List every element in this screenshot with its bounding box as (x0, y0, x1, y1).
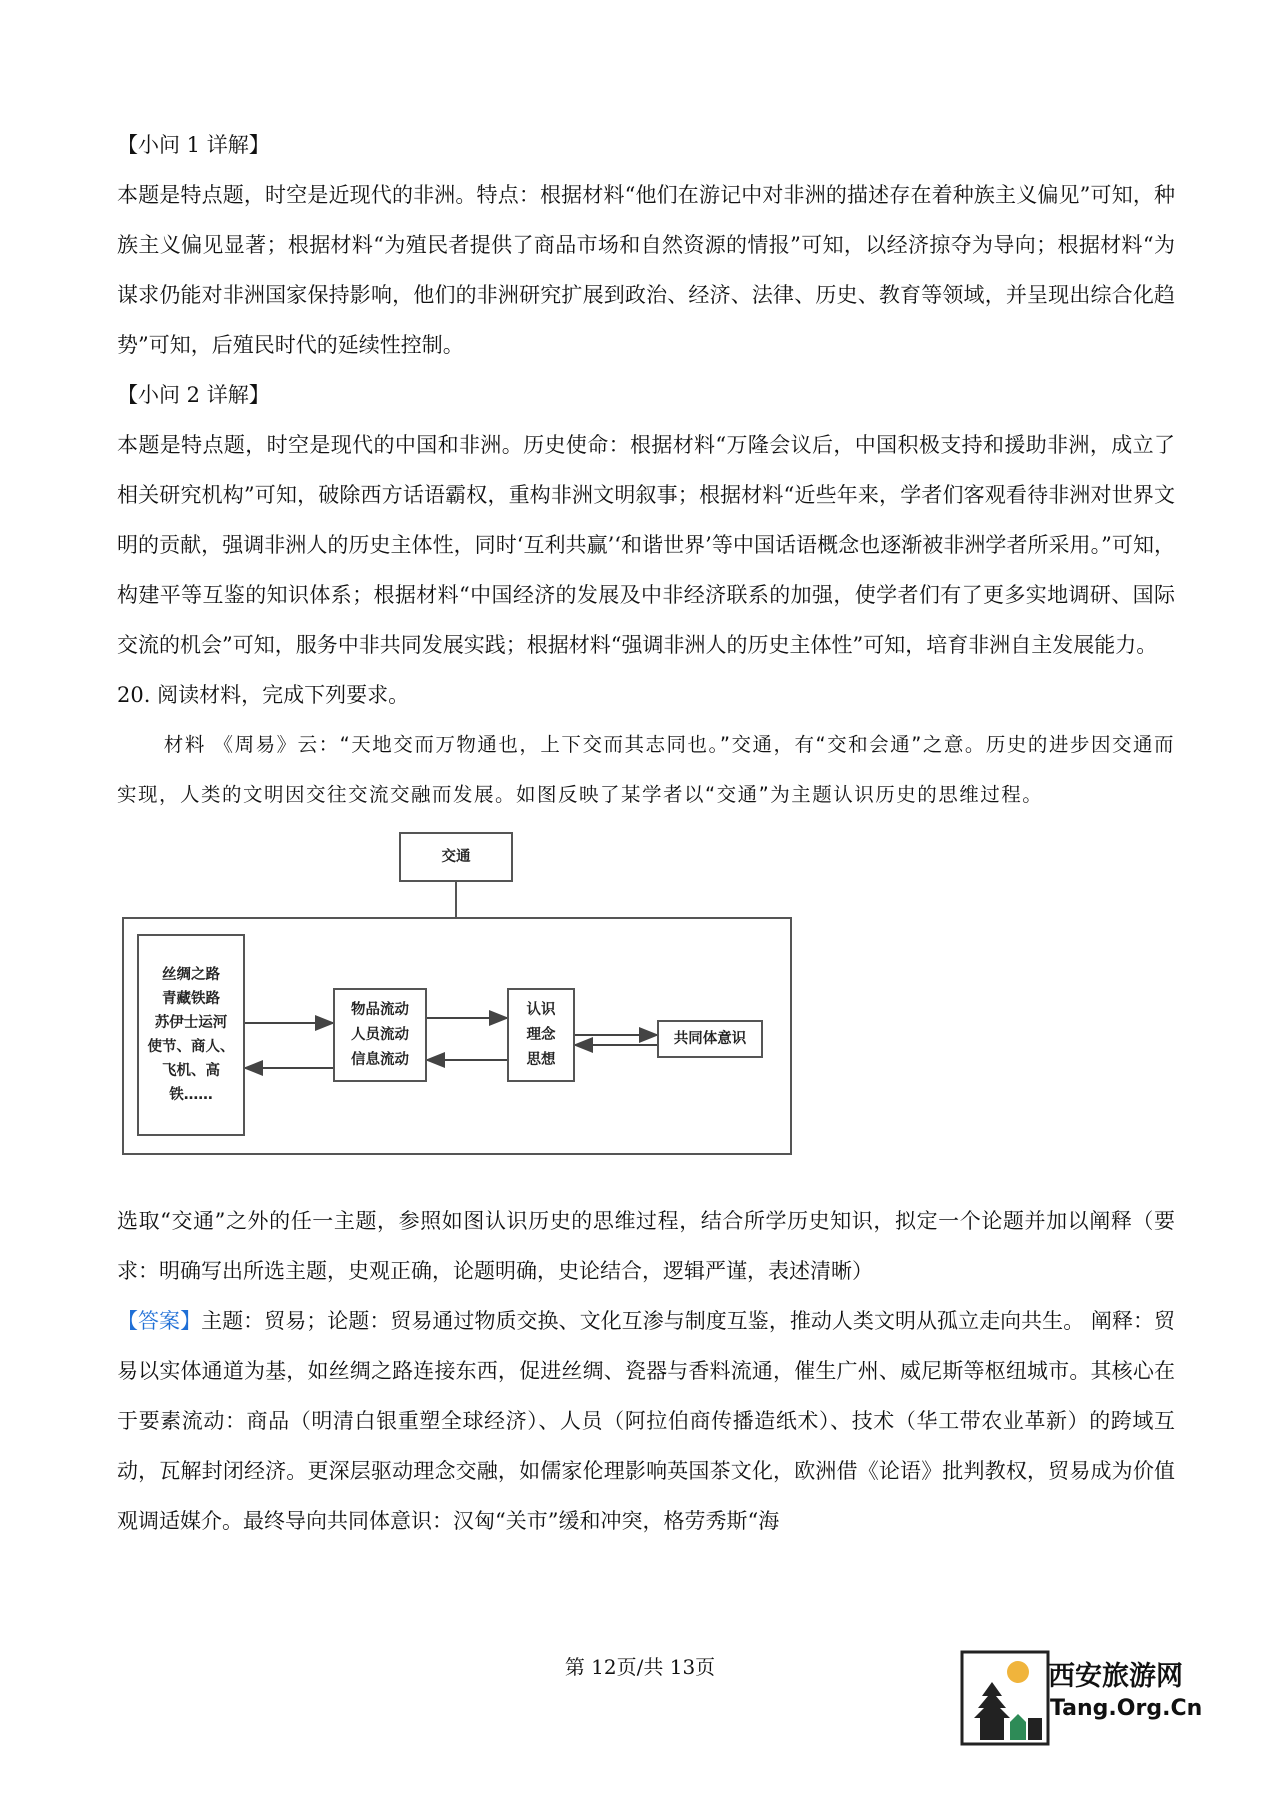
diagram-result-box (657, 1020, 763, 1058)
pagoda-icon (960, 1648, 1050, 1748)
section1-heading: 【小问 1 详解】 (117, 133, 270, 157)
answer-block (117, 1296, 1175, 1546)
diagram-idea: 认识 (526, 1001, 556, 1018)
diagram-ideas-box (507, 988, 575, 1082)
diagram-result-label: 共同体意识 (673, 1030, 747, 1047)
diagram-example: 青藏铁路 (162, 991, 220, 1007)
page-footer: 第 12页/共 13页 (564, 1655, 716, 1679)
thinking-process-diagram (117, 828, 1175, 1190)
watermark-url: Tang.Org.Cn (1050, 1696, 1203, 1721)
diagram-examples-box (137, 934, 245, 1136)
diagram-example: 使节、商人、 (147, 1039, 235, 1055)
question20-material: 材料 《周易》云：“天地交而万物通也，上下交而其志同也。”交通，有“交和会通”之意。历史的进步因交通而实现，人类的文明因交往交流交融而发展。如图反映了某学者以“交通”为主题认识历史的思维过程。 (117, 733, 1175, 806)
section1-text: 本题是特点题，时空是近现代的非洲。特点：根据材料“他们在游记中对非洲的描述存在着种族主义偏见”可知，种族主义偏见显著；根据材料“为殖民者提供了商品市场和自然资源的情报”可知，以经济掠夺为导向；根据材料“为谋求仍能对非洲国家保持影响，他们的非洲研究扩展到政治、经济、法律、历史、教育等领域，并呈现出综合化趋势”可知，后殖民时代的延续性控制。 (117, 183, 1175, 357)
task-text: 选取“交通”之外的任一主题，参照如图认识历史的思维过程，结合所学历史知识，拟定一个论题并加以阐释（要求：明确写出所选主题，史观正确，论题明确，史论结合，逻辑严谨，表述清晰） (117, 1209, 1175, 1283)
diagram-example: 丝绸之路 (162, 967, 220, 983)
diagram-example: 铁…… (169, 1087, 213, 1103)
diagram-example: 苏伊士运河 (154, 1015, 228, 1031)
diagram-flow: 物品流动 (351, 1001, 409, 1018)
diagram-flows-box (333, 988, 427, 1082)
answer-text: 主题：贸易；论题：贸易通过物质交换、文化互渗与制度互鉴，推动人类文明从孤立走向共生。 阐释：贸易以实体通道为基，如丝绸之路连接东西，促进丝绸、瓷器与香料流通，催生广州、威尼斯等枢纽城市。其核心在于要素流动：商品（明清白银重塑全球经济）、人员（阿拉伯商传播造纸术）、技术（华工带农业革新）的跨域互动，瓦解封闭经济。更深层驱动理念交融，如儒家伦理影响英国茶文化，欧洲借《论语》批判教权，贸易成为价值观调适媒介。最终导向共同体意识：汉匈“关市”缓和冲突，格劳秀斯“海 (117, 1309, 1176, 1533)
diagram-idea: 理念 (526, 1026, 556, 1043)
watermark-title: 西安旅游网 (1048, 1661, 1183, 1692)
answer-tag: 【答案】 (117, 1309, 202, 1333)
diagram-lines (117, 828, 1175, 1190)
diagram-top-label: 交通 (441, 848, 471, 865)
diagram-example: 飞机、高 (162, 1063, 220, 1079)
content (117, 120, 1175, 1546)
diagram-idea: 思想 (526, 1051, 556, 1068)
question20-title: 20. 阅读材料，完成下列要求。 (117, 683, 410, 707)
section2-heading: 【小问 2 详解】 (117, 383, 270, 407)
diagram-flow: 信息流动 (351, 1051, 409, 1068)
diagram-top-box (399, 832, 513, 882)
watermark-logo (960, 1648, 1220, 1748)
section2-text: 本题是特点题，时空是现代的中国和非洲。历史使命：根据材料“万隆会议后，中国积极支持和援助非洲，成立了相关研究机构”可知，破除西方话语霸权，重构非洲文明叙事；根据材料“近些年来，学者们客观看待非洲对世界文明的贡献，强调非洲人的历史主体性，同时‘互利共赢’‘和谐世界’等中国话语概念也逐渐被非洲学者所采用。”可知，构建平等互鉴的知识体系；根据材料“中国经济的发展及中非经济联系的加强，使学者们有了更多实地调研、国际交流的机会”可知，服务中非共同发展实践；根据材料“强调非洲人的历史主体性”可知，培育非洲自主发展能力。 (117, 433, 1175, 657)
diagram-flow: 人员流动 (351, 1026, 409, 1043)
